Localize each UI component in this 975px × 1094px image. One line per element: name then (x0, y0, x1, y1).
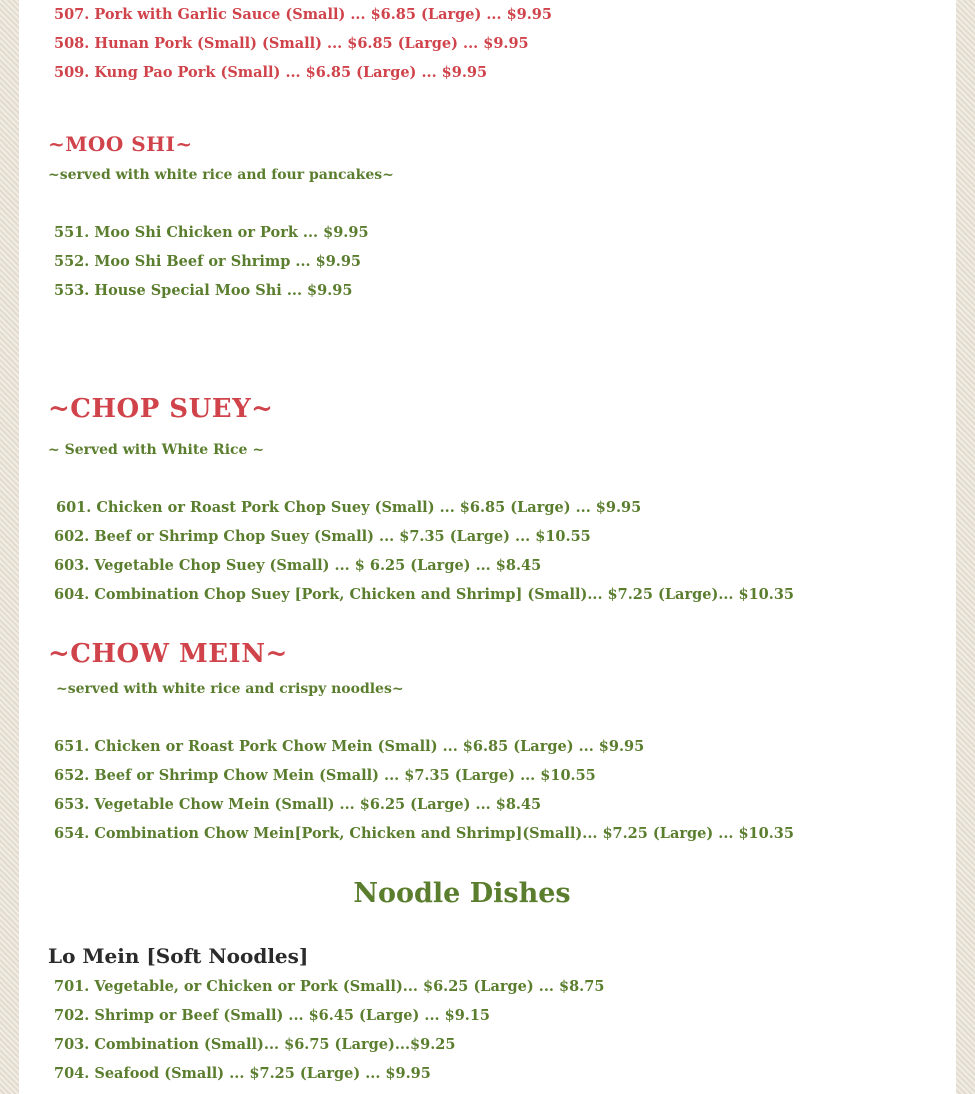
subsection-title-lo-mein: Lo Mein [Soft Noodles] (48, 944, 309, 968)
menu-item-703: 703. Combination (Small)... $6.75 (Large)...$9.25 (54, 1036, 456, 1053)
menu-item-604: 604. Combination Chop Suey [Pork, Chicken and Shrimp] (Small)... $7.25 (Large)... $10.35 (54, 586, 795, 603)
section-subtitle-chow-mein: ~served with white rice and crispy noodles~ (56, 681, 404, 697)
menu-item-651: 651. Chicken or Roast Pork Chow Mein (Small) ... $6.85 (Large) ... $9.95 (54, 738, 645, 755)
menu-item-507: 507. Pork with Garlic Sauce (Small) ... $6.85 (Large) ... $9.95 (54, 6, 552, 23)
menu-item-704: 704. Seafood (Small) ... $7.25 (Large) ... $9.95 (54, 1065, 431, 1082)
section-subtitle-moo-shi: ~served with white rice and four pancakes~ (48, 167, 394, 183)
menu-item-508: 508. Hunan Pork (Small) (Small) ... $6.85 (Large) ... $9.95 (54, 35, 529, 52)
menu-item-509: 509. Kung Pao Pork (Small) ... $6.85 (Large) ... $9.95 (54, 64, 488, 81)
menu-item-701: 701. Vegetable, or Chicken or Pork (Small)... $6.25 (Large) ... $8.75 (54, 978, 605, 995)
section-title-chop-suey: ~CHOP SUEY~ (48, 394, 274, 424)
section-title-moo-shi: ~MOO SHI~ (48, 132, 193, 156)
menu-item-702: 702. Shrimp or Beef (Small) ... $6.45 (Large) ... $9.15 (54, 1007, 491, 1024)
menu-item-601: 601. Chicken or Roast Pork Chop Suey (Small) ... $6.85 (Large) ... $9.95 (56, 499, 642, 516)
menu-item-553: 553. House Special Moo Shi ... $9.95 (54, 282, 353, 299)
menu-item-653: 653. Vegetable Chow Mein (Small) ... $6.25 (Large) ... $8.45 (54, 796, 542, 813)
menu-item-552: 552. Moo Shi Beef or Shrimp ... $9.95 (54, 253, 362, 270)
menu-item-551: 551. Moo Shi Chicken or Pork ... $9.95 (54, 224, 369, 241)
section-subtitle-chop-suey: ~ Served with White Rice ~ (48, 442, 265, 458)
menu-page (19, 0, 956, 1094)
section-title-chow-mein: ~CHOW MEIN~ (48, 639, 288, 669)
menu-item-603: 603. Vegetable Chop Suey (Small) ... $ 6.25 (Large) ... $8.45 (54, 557, 542, 574)
menu-item-654: 654. Combination Chow Mein[Pork, Chicken and Shrimp](Small)... $7.25 (Large) ... $10.35 (54, 825, 794, 842)
menu-item-602: 602. Beef or Shrimp Chop Suey (Small) ... $7.35 (Large) ... $10.55 (54, 528, 591, 545)
menu-item-652: 652. Beef or Shrimp Chow Mein (Small) ... $7.35 (Large) ... $10.55 (54, 767, 596, 784)
section-title-noodle-dishes: Noodle Dishes (353, 878, 571, 909)
